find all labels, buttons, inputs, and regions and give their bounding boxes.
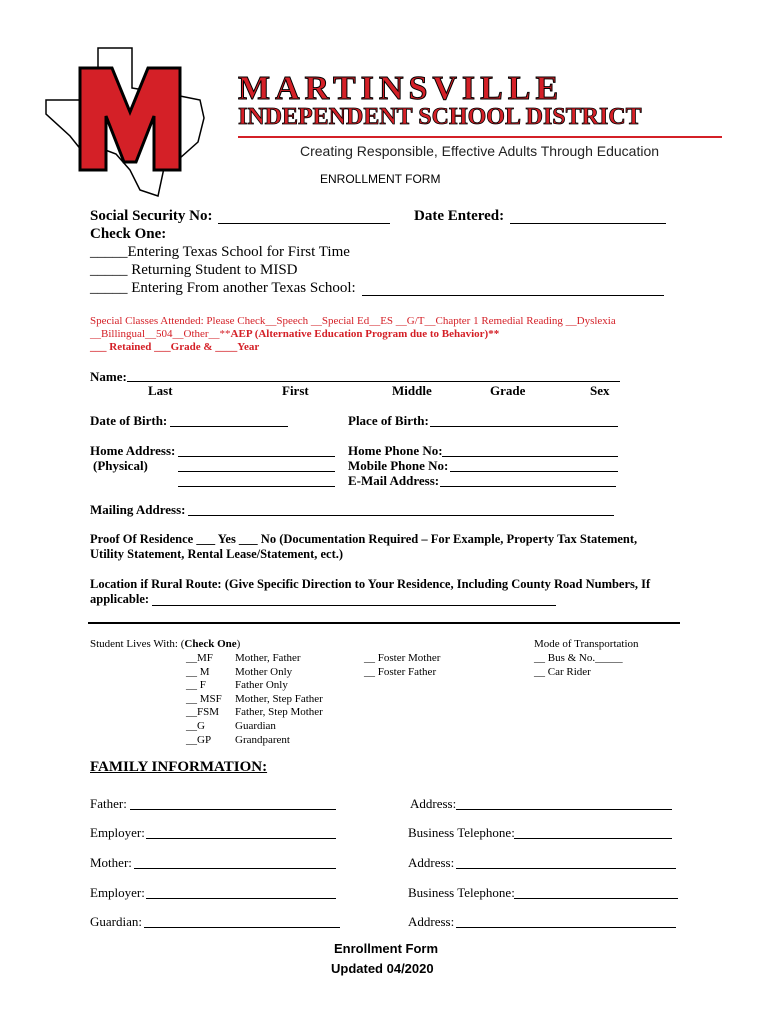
home-address-label: Home Address: [90, 443, 176, 458]
father-address-label: Address: [410, 796, 457, 811]
father-field[interactable] [130, 797, 336, 810]
father-address-field[interactable] [456, 797, 672, 810]
home-phone-label: Home Phone No: [348, 443, 443, 458]
car-rider-option[interactable]: __ Car Rider [534, 665, 591, 678]
transportation-options [534, 652, 623, 679]
dob-label: Date of Birth: [90, 413, 168, 428]
father-employer-field[interactable] [146, 826, 336, 839]
meaning: Mother, Step Father [235, 692, 323, 705]
mother-field[interactable] [134, 856, 336, 869]
guardian-label: Guardian: [90, 914, 142, 929]
bus-option[interactable]: __ Bus & No._____ [534, 652, 623, 664]
retained-line: ___ Retained ___Grade & ____Year [90, 341, 260, 353]
meaning: Father, Step Mother [235, 706, 323, 719]
mobile-phone-label: Mobile Phone No: [348, 458, 449, 473]
home-phone-field[interactable] [442, 443, 618, 457]
special-classes-line1: Special Classes Attended: Please Check__Speech __Special Ed__ES __G/T__Chapter 1 Remedial Reading __Dyslexia [90, 315, 616, 327]
physical-label: (Physical) [93, 458, 148, 473]
proof-of-residence-line2: Utility Statement, Rental Lease/Statement, ect.) [90, 547, 344, 561]
footer-title: Enrollment Form [334, 941, 439, 956]
ssn-label: Social Security No: [90, 208, 213, 224]
meaning: Grandparent [235, 733, 290, 746]
aep-label: AEP (Alternative Education Program due to Behavior)** [230, 328, 500, 340]
mother-employer-field[interactable] [146, 886, 336, 899]
check-one-label: Check One: [90, 226, 167, 242]
guardian-address-label: Address: [408, 914, 455, 929]
code-fsm[interactable]: __FSM [186, 706, 220, 719]
date-entered-field[interactable] [510, 208, 666, 224]
form-title: ENROLLMENT FORM [320, 172, 441, 186]
another-school-field[interactable] [362, 281, 664, 296]
district-logo [40, 40, 230, 200]
code-msf[interactable]: __ MSF [186, 692, 222, 705]
option-another-school[interactable] [90, 280, 356, 297]
guardian-address-field[interactable] [456, 915, 676, 928]
option-label: Entering Texas School for First Time [127, 244, 350, 260]
tagline: Creating Responsible, Effective Adults Through Education [300, 143, 660, 159]
option-blank: _____ [90, 280, 128, 296]
special-classes-line2 [90, 328, 499, 340]
father-business-phone-field[interactable] [514, 826, 672, 839]
mother-label: Mother: [90, 855, 132, 870]
mother-employer-label: Employer: [90, 885, 145, 900]
foster-father-option[interactable]: __ Foster Father [364, 665, 437, 678]
mother-address-label: Address: [408, 855, 455, 870]
mother-business-phone-label: Business Telephone: [408, 885, 515, 900]
section-divider [88, 622, 680, 624]
ssn-field[interactable] [218, 208, 390, 224]
option-blank: _____ [90, 262, 128, 278]
code-m[interactable]: __ M [186, 665, 210, 678]
home-address-field-1[interactable] [178, 443, 335, 457]
proof-of-residence-line1: Proof Of Residence ___ Yes ___ No (Documentation Required – For Example, Property Tax Statement, [90, 532, 638, 546]
header-divider [238, 136, 722, 138]
pob-field[interactable] [430, 413, 618, 427]
m-letter-icon [80, 68, 180, 170]
special-classes-options: __Billingual__504__Other__** [90, 328, 231, 340]
email-label: E-Mail Address: [348, 473, 440, 488]
code-g[interactable]: __G [186, 719, 205, 732]
dob-field[interactable] [170, 413, 288, 427]
rural-route-line1: Location if Rural Route: (Give Specific Direction to Your Residence, Including County Road Numbers, If [90, 577, 651, 591]
name-col-last: Last [148, 383, 173, 398]
rural-route-line2: applicable: [90, 592, 150, 606]
footer-updated: Updated 04/2020 [331, 961, 434, 976]
meaning: Father Only [235, 679, 288, 692]
name-label: Name: [90, 369, 127, 384]
option-blank: _____ [90, 244, 128, 260]
date-entered-label: Date Entered: [414, 208, 505, 224]
meaning: Guardian [235, 719, 276, 732]
district-name-line2: INDEPENDENT SCHOOL DISTRICT [238, 104, 642, 130]
mobile-phone-field[interactable] [450, 458, 618, 472]
rural-route-field[interactable] [152, 592, 556, 606]
guardian-field[interactable] [144, 915, 340, 928]
lives-with-label: Student Lives With: (Check One) [90, 638, 241, 650]
foster-mother-option[interactable]: __ Foster Mother [364, 652, 441, 664]
father-employer-label: Employer: [90, 825, 145, 840]
mother-address-field[interactable] [456, 856, 676, 869]
lives-with-codes [186, 652, 222, 747]
home-address-field-3[interactable] [178, 473, 335, 487]
email-field[interactable] [440, 473, 616, 487]
pob-label: Place of Birth: [348, 413, 429, 428]
name-field[interactable] [127, 369, 620, 382]
option-label: Entering From another Texas School: [131, 280, 356, 296]
foster-options [364, 652, 440, 679]
mother-business-phone-field[interactable] [514, 886, 678, 899]
lives-with-meanings [235, 652, 323, 747]
transportation-title: Mode of Transportation [534, 638, 639, 650]
code-gp[interactable]: __GP [186, 733, 212, 746]
code-mf[interactable]: __MF [186, 652, 213, 664]
mailing-address-field[interactable] [188, 502, 614, 516]
meaning: Mother, Father [235, 652, 301, 664]
name-col-sex: Sex [590, 383, 610, 398]
option-first-time[interactable] [90, 244, 350, 261]
father-business-phone-label: Business Telephone: [408, 825, 515, 840]
family-info-heading: FAMILY INFORMATION: [90, 759, 268, 775]
meaning: Mother Only [235, 665, 293, 678]
code-f[interactable]: __ F [186, 679, 206, 692]
home-address-field-2[interactable] [178, 458, 335, 472]
name-col-middle: Middle [392, 383, 432, 398]
district-name-line1: MARTINSVILLE [238, 70, 564, 107]
mailing-address-label: Mailing Address: [90, 502, 186, 517]
option-returning[interactable] [90, 262, 298, 279]
father-label: Father: [90, 796, 127, 811]
option-label: Returning Student to MISD [131, 262, 298, 278]
name-col-grade: Grade [490, 383, 526, 398]
name-col-first: First [282, 383, 309, 398]
